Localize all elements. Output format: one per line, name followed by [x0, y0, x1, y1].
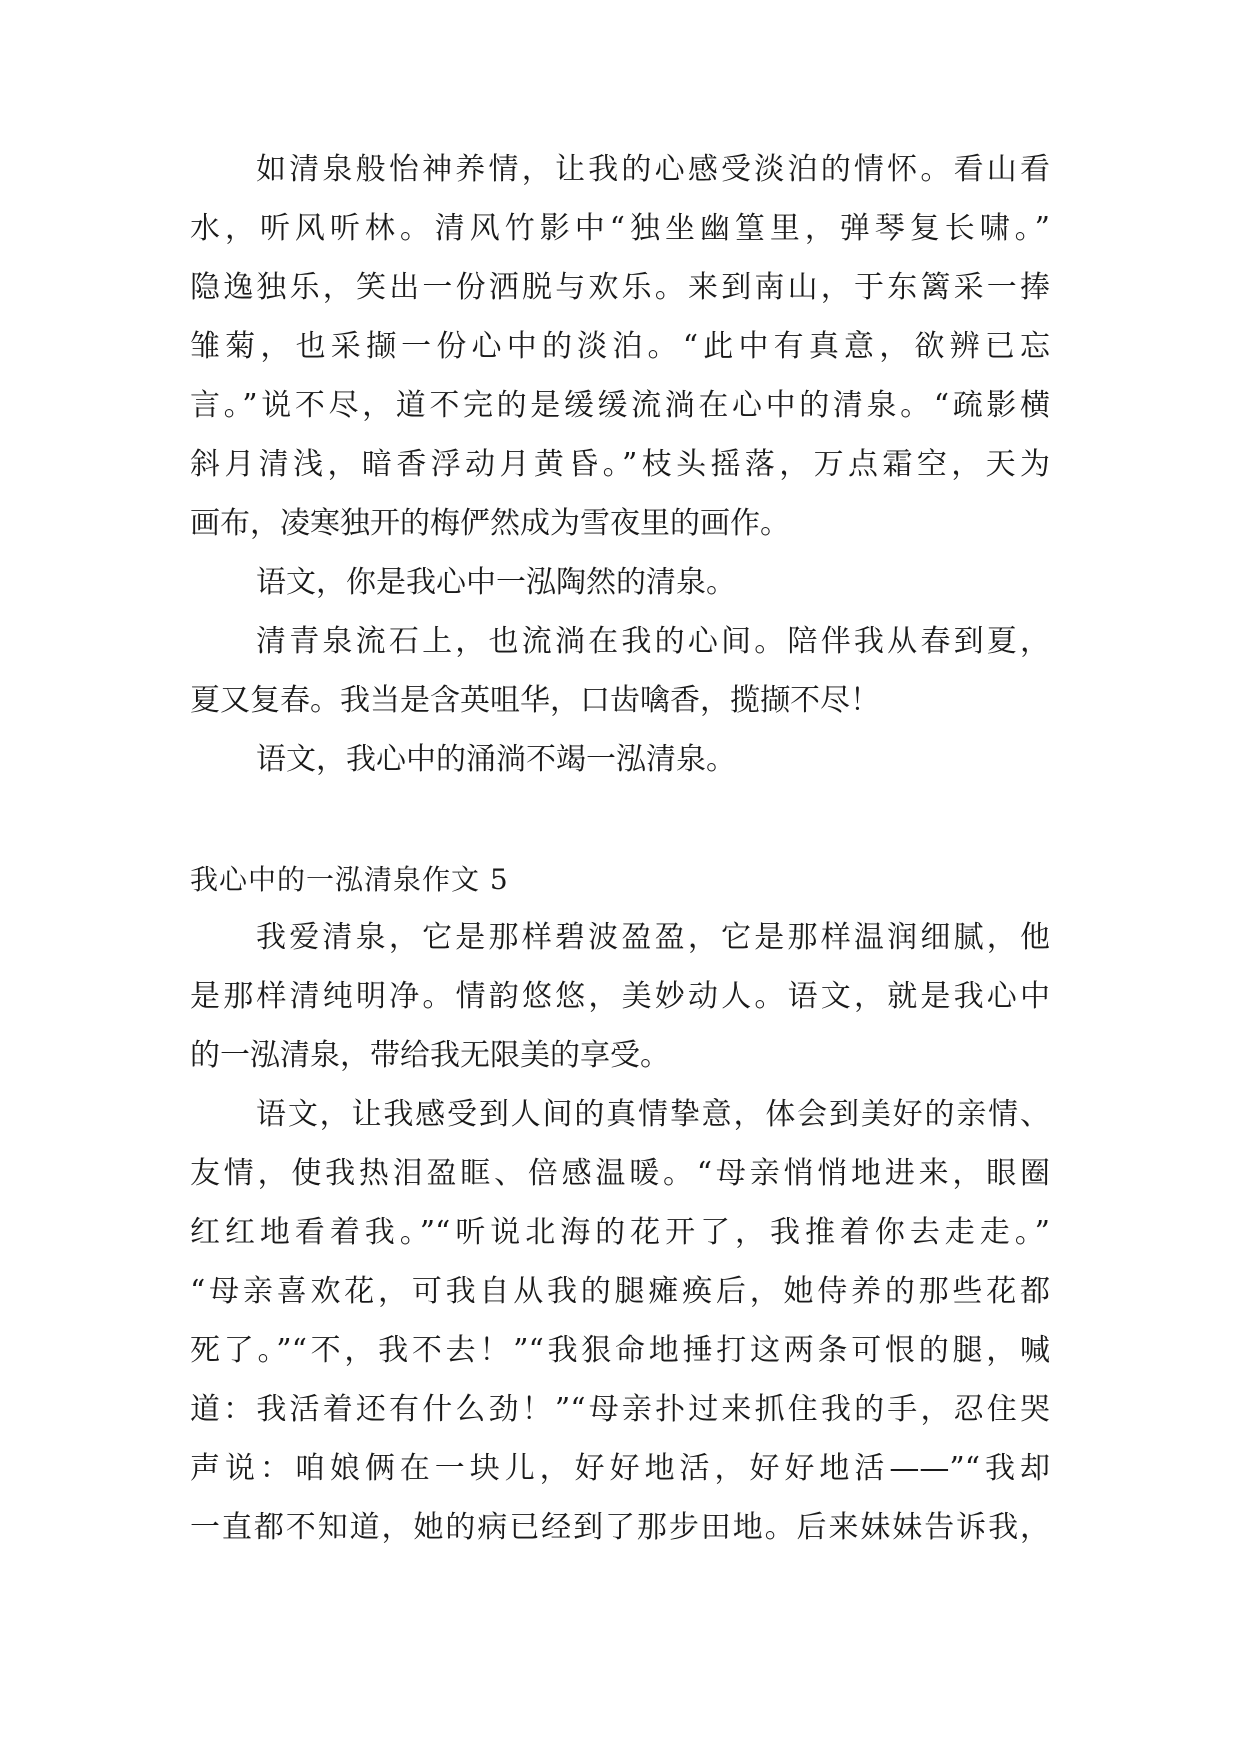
text-line: 水，听风听林。清风竹影中“独坐幽篁里，弹琴复长啸。” [190, 211, 1050, 246]
text-line: 画布，凌寒独开的梅俨然成为雪夜里的画作。 [190, 506, 790, 541]
text-line: 死了。”“不，我不去！”“我狠命地捶打这两条可恨的腿，喊 [190, 1333, 1050, 1368]
text-line: 我爱清泉，它是那样碧波盈盈，它是那样温润细腻，他 [256, 920, 1050, 955]
text-line: 一直都不知道，她的病已经到了那步田地。后来妹妹告诉我， [190, 1510, 1050, 1545]
text-line: 语文，让我感受到人间的真情挚意，体会到美好的亲情、 [256, 1097, 1050, 1132]
section-title: 我心中的一泓清泉作文 5 [190, 863, 509, 896]
text-line: 的一泓清泉，带给我无限美的享受。 [190, 1038, 670, 1073]
text-line: 语文，我心中的涌淌不竭一泓清泉。 [256, 742, 736, 777]
text-line: 如清泉般怡神养情，让我的心感受淡泊的情怀。看山看 [256, 152, 1050, 187]
text-line: 道：我活着还有什么劲！”“母亲扑过来抓住我的手，忍住哭 [190, 1392, 1050, 1427]
text-line: 斜月清浅，暗香浮动月黄昏。”枝头摇落，万点霜空，天为 [190, 447, 1050, 482]
text-line: 隐逸独乐，笑出一份洒脱与欢乐。来到南山，于东篱采一捧 [190, 270, 1050, 305]
text-line: 声说：咱娘俩在一块儿，好好地活，好好地活——”“我却 [190, 1451, 1050, 1486]
text-line: 是那样清纯明净。情韵悠悠，美妙动人。语文，就是我心中 [190, 979, 1050, 1014]
text-line: 语文，你是我心中一泓陶然的清泉。 [256, 565, 736, 600]
text-line: 清青泉流石上，也流淌在我的心间。陪伴我从春到夏， [256, 624, 1050, 659]
text-line: 红红地看着我。”“听说北海的花开了，我推着你去走走。” [190, 1215, 1050, 1250]
text-line: “母亲喜欢花，可我自从我的腿瘫痪后，她侍养的那些花都 [190, 1274, 1050, 1309]
text-line: 友情，使我热泪盈眶、倍感温暖。“母亲悄悄地进来，眼圈 [190, 1156, 1050, 1191]
text-line: 夏又复春。我当是含英咀华，口齿噙香，揽撷不尽！ [190, 683, 880, 718]
text-line: 雏菊，也采撷一份心中的淡泊。“此中有真意，欲辨已忘 [190, 329, 1050, 364]
text-line: 言。”说不尽，道不完的是缓缓流淌在心中的清泉。“疏影横 [190, 388, 1050, 423]
